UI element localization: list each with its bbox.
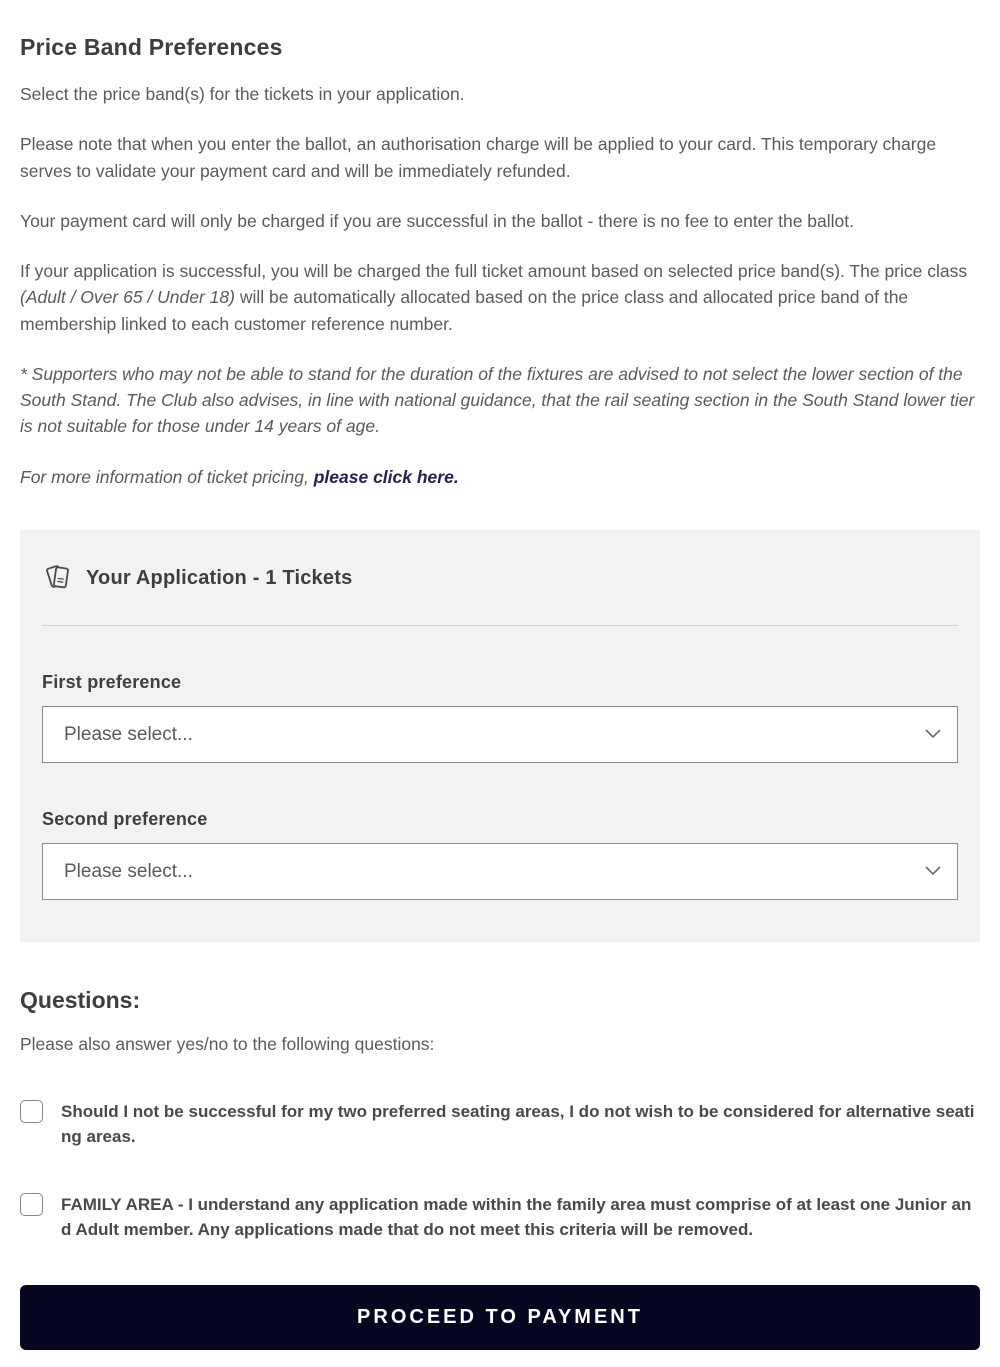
pricing-info-line [20,464,980,490]
tickets-icon [42,560,74,597]
second-preference-field [42,809,958,900]
pricing-info-link[interactable]: please click here. [313,466,459,487]
questions-section [20,987,980,1243]
first-preference-select-wrap [42,706,958,763]
first-preference-field [42,672,958,763]
question-family-area [20,1192,980,1243]
price-class-text-before: If your application is successful, you will be charged the full ticket amount based on selected price band(s). The price class [20,261,968,281]
application-panel [20,530,980,942]
questions-intro: Please also answer yes/no to the following questions: [20,1033,435,1054]
application-title: Your Application - 1 Tickets [86,566,353,589]
family-area-checkbox[interactable] [20,1193,43,1216]
application-panel-header [42,560,958,597]
page-title: Price Band Preferences [20,34,283,60]
supporters-notice: * Supporters who may not be able to stand for the duration of the fixtures are advised to not select the lower section of the South Stand. The Club also advises, in line with national guidance, that the rail seating section in the South Stand lower tier is not suitable for those under 14 years of age. [20,363,975,437]
intro-paragraph-authorisation: Please note that when you enter the ballot, an authorisation charge will be applied to your card. This temporary charge serves to validate your payment card and will be immediately refunded. [20,134,937,181]
intro-paragraph-select-band: Select the price band(s) for the tickets in your application. [20,84,465,104]
intro-paragraph-price-class [20,258,980,337]
alternative-seating-checkbox[interactable] [20,1100,43,1123]
second-preference-select-wrap [42,843,958,900]
first-preference-label: First preference [42,671,182,692]
family-area-label[interactable]: FAMILY AREA - I understand any application made within the family area must comprise of at least one Junior and Adult member. Any applications made that do not meet this criteria will be removed. [61,1194,972,1240]
pricing-info-prefix: For more information of ticket pricing, [20,466,314,487]
proceed-to-payment-button[interactable]: PROCEED TO PAYMENT [20,1285,980,1350]
price-class-text-after: will be automatically allocated based on the price class and allocated price band of the membership linked to each customer reference number. [20,287,909,334]
panel-divider [42,625,958,626]
intro-paragraph-charge: Your payment card will only be charged if you are successful in the ballot - there is no fee to enter the ballot. [20,210,854,231]
second-preference-select[interactable] [42,843,958,900]
question-alternative-seating [20,1099,980,1150]
first-preference-select[interactable] [42,706,958,763]
price-class-italic: (Adult / Over 65 / Under 18) [20,287,235,308]
questions-title: Questions: [20,986,141,1013]
second-preference-label: Second preference [42,808,208,829]
alternative-seating-label[interactable]: Should I not be successful for my two preferred seating areas, I do not wish to be considered for alternative seating areas. [61,1101,975,1147]
